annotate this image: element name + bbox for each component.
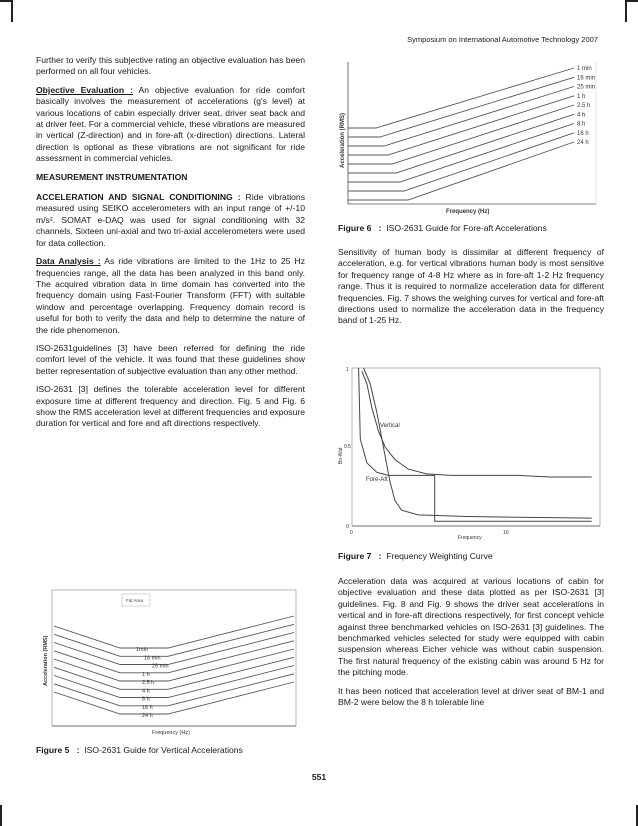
- running-header: Symposium on International Automotive Technology 2007: [407, 35, 598, 44]
- section-heading: MEASUREMENT INSTRUMENTATION: [36, 171, 188, 182]
- x-axis-label: Frequency (Hz): [152, 730, 190, 736]
- series-label: 2.5 h: [577, 103, 591, 109]
- paragraph: Sensitivity of human body is dissimilar at different frequency of acceleration, e.g. for vertical vibrations human body is most sensitive for frequency range of 4-8 Hz where as in fore-aft 1-2 Hz frequency range. Thus it is required to normalize acceleration data for different frequencies. Fig. 7 shows the weighing curves for vertical and fore-aft directions used to normalize the acceleration data in the frequency band of 1-25 Hz.: [338, 247, 604, 326]
- series-label: 1 h: [577, 93, 586, 100]
- x-tick-label: 10: [503, 530, 509, 536]
- figure-5-caption: [36, 745, 243, 755]
- y-axis-label: Bn-Wat: [338, 447, 344, 464]
- series-label: 4 h: [142, 688, 150, 695]
- y-tick-label: 1: [346, 367, 349, 373]
- page-number: 551: [311, 772, 327, 782]
- series-label: 1min: [136, 647, 148, 653]
- series-label: 24 h: [142, 713, 153, 719]
- caption-label: Figure 7: [338, 551, 372, 561]
- paragraph: ISO-2631guidelines [3] have been referred for defining the ride comfort level of the vehicle. It was found that these guidelines show better representation of subjective evaluation than any other method.: [36, 342, 305, 376]
- x-tick-label: 0: [350, 530, 353, 536]
- series-label: 1 min: [577, 66, 592, 72]
- series-label: 16 min: [144, 655, 161, 662]
- series-label: 16 h: [142, 704, 153, 711]
- inset-label: Fat Area: [126, 598, 144, 603]
- figure-5-chart: [40, 586, 302, 736]
- series-label: 8 h: [142, 696, 150, 703]
- figure-7-caption: [338, 551, 493, 561]
- left-column: [36, 55, 305, 437]
- right-paragraph: [338, 247, 604, 334]
- paragraph-body: Ride vibrations measured using SEIKO accelerometers with an input range of +/-10 m/s². SOMAT e-DAQ was used for signal conditioning with 32 channels. Sixteen uni-axial and two tri-axial accelerometers were used for data collection.: [36, 192, 305, 248]
- y-axis-label: Acceleration (RMS): [43, 635, 49, 686]
- series-label: 25 min: [152, 663, 169, 670]
- paragraph: [36, 192, 305, 249]
- y-tick-label: 0: [346, 524, 349, 530]
- section-heading: Data Analysis :: [36, 256, 101, 267]
- caption-separator: :: [76, 745, 80, 755]
- series-label-fore-aft: Fore-Aft: [366, 477, 388, 483]
- series-label: 4 h: [577, 112, 586, 119]
- paragraph: Acceleration data was acquired at various locations of cabin for objective evaluation and these data plotted as per ISO-2631 [3] guidelines. Fig. 8 and Fig. 9 shows the driver seat accelerations in vertical and in fore-aft directions respectively, for first concept vehicle against three benchmarked vehicles on ISO-2631 [3] guidelines. The benchmarked vehicles selected for study were equipped with cabin suspension whereas Eicher vehicle was without cabin suspension. The first natural frequency of the existing cabin was around 5 Hz for the pitching mode.: [338, 576, 604, 678]
- caption-text: ISO-2631 Guide for Fore-aft Accelerations: [386, 223, 547, 233]
- crop-mark: [11, 0, 13, 22]
- subsection-heading: ACCELERATION AND SIGNAL CONDITIONING :: [36, 192, 241, 203]
- series-label: 1 h: [142, 671, 150, 678]
- crop-mark: [0, 805, 2, 826]
- y-axis-label: Acceleration (RMS): [340, 112, 346, 168]
- x-axis-label: Frequency (Hz): [446, 209, 490, 215]
- paragraph: It has been noticed that acceleration level at driver seat of BM-1 and BM-2 were below the 8 h tolerable line: [338, 685, 604, 708]
- series-label: 16 h: [577, 130, 589, 137]
- paragraph-body: As ride vibrations are limited to the 1Hz to 25 Hz frequencies range, all the data has been analyzed in this band only. The acquired vibration data in time domain has converted into the frequency domain using Fast-Fourier Transform (FFT) with suitable window and percentage overlapping. Frequency domain record is useful for both to verify the data and help to determine the nature of the ride phenomenon.: [36, 256, 306, 335]
- paragraph: [36, 256, 305, 336]
- figure-6-caption: [338, 223, 547, 233]
- paragraph: ISO-2631 [3] defines the tolerable acceleration level for different exposure time at different frequency and direction. Fig. 5 and Fig. 6 show the RMS acceleration level at different frequencies and exposure duration for vertical and fore and aft directions respectively.: [36, 384, 305, 429]
- caption-separator: :: [378, 223, 382, 233]
- crop-mark: [625, 0, 627, 22]
- x-axis-label: Frequency: [458, 535, 482, 540]
- figure-7-chart: [338, 364, 604, 540]
- caption-separator: :: [378, 551, 382, 561]
- y-tick-label: 0.5: [344, 444, 351, 450]
- series-label: 2.5 h: [142, 680, 155, 686]
- section-heading: Objective Evaluation :: [36, 84, 133, 95]
- figure-6-chart: [338, 58, 606, 218]
- series-label: 16 min: [577, 75, 596, 82]
- series-label-vertical: Vertical: [380, 423, 400, 429]
- right-paragraph: [338, 576, 604, 715]
- series-label: 25 min: [577, 84, 596, 91]
- paragraph: [36, 85, 305, 165]
- paragraph-body: An objective evaluation for ride comfort basically involves the measurement of accelerations (g's level) at various locations of cabin especially driver seat, driver seat back and at driver feet. For a commercial vehicle, these vibrations are measured in vertical (Z-direction) and in fore-aft (x-direction) directions. Lateral direction is optional as these vibrations are not significant for ride assessment in commercial vehicles.: [36, 84, 305, 164]
- caption-label: Figure 6: [338, 223, 372, 233]
- caption-text: ISO-2631 Guide for Vertical Accelerations: [84, 745, 243, 755]
- series-label: 24 h: [577, 140, 589, 146]
- paragraph: Further to verify this subjective rating an objective evaluation has been performed on all four vehicles.: [36, 55, 305, 77]
- series-label: 8 h: [577, 121, 586, 128]
- caption-text: Frequency Weighting Curve: [386, 551, 493, 561]
- caption-label: Figure 5: [36, 745, 70, 755]
